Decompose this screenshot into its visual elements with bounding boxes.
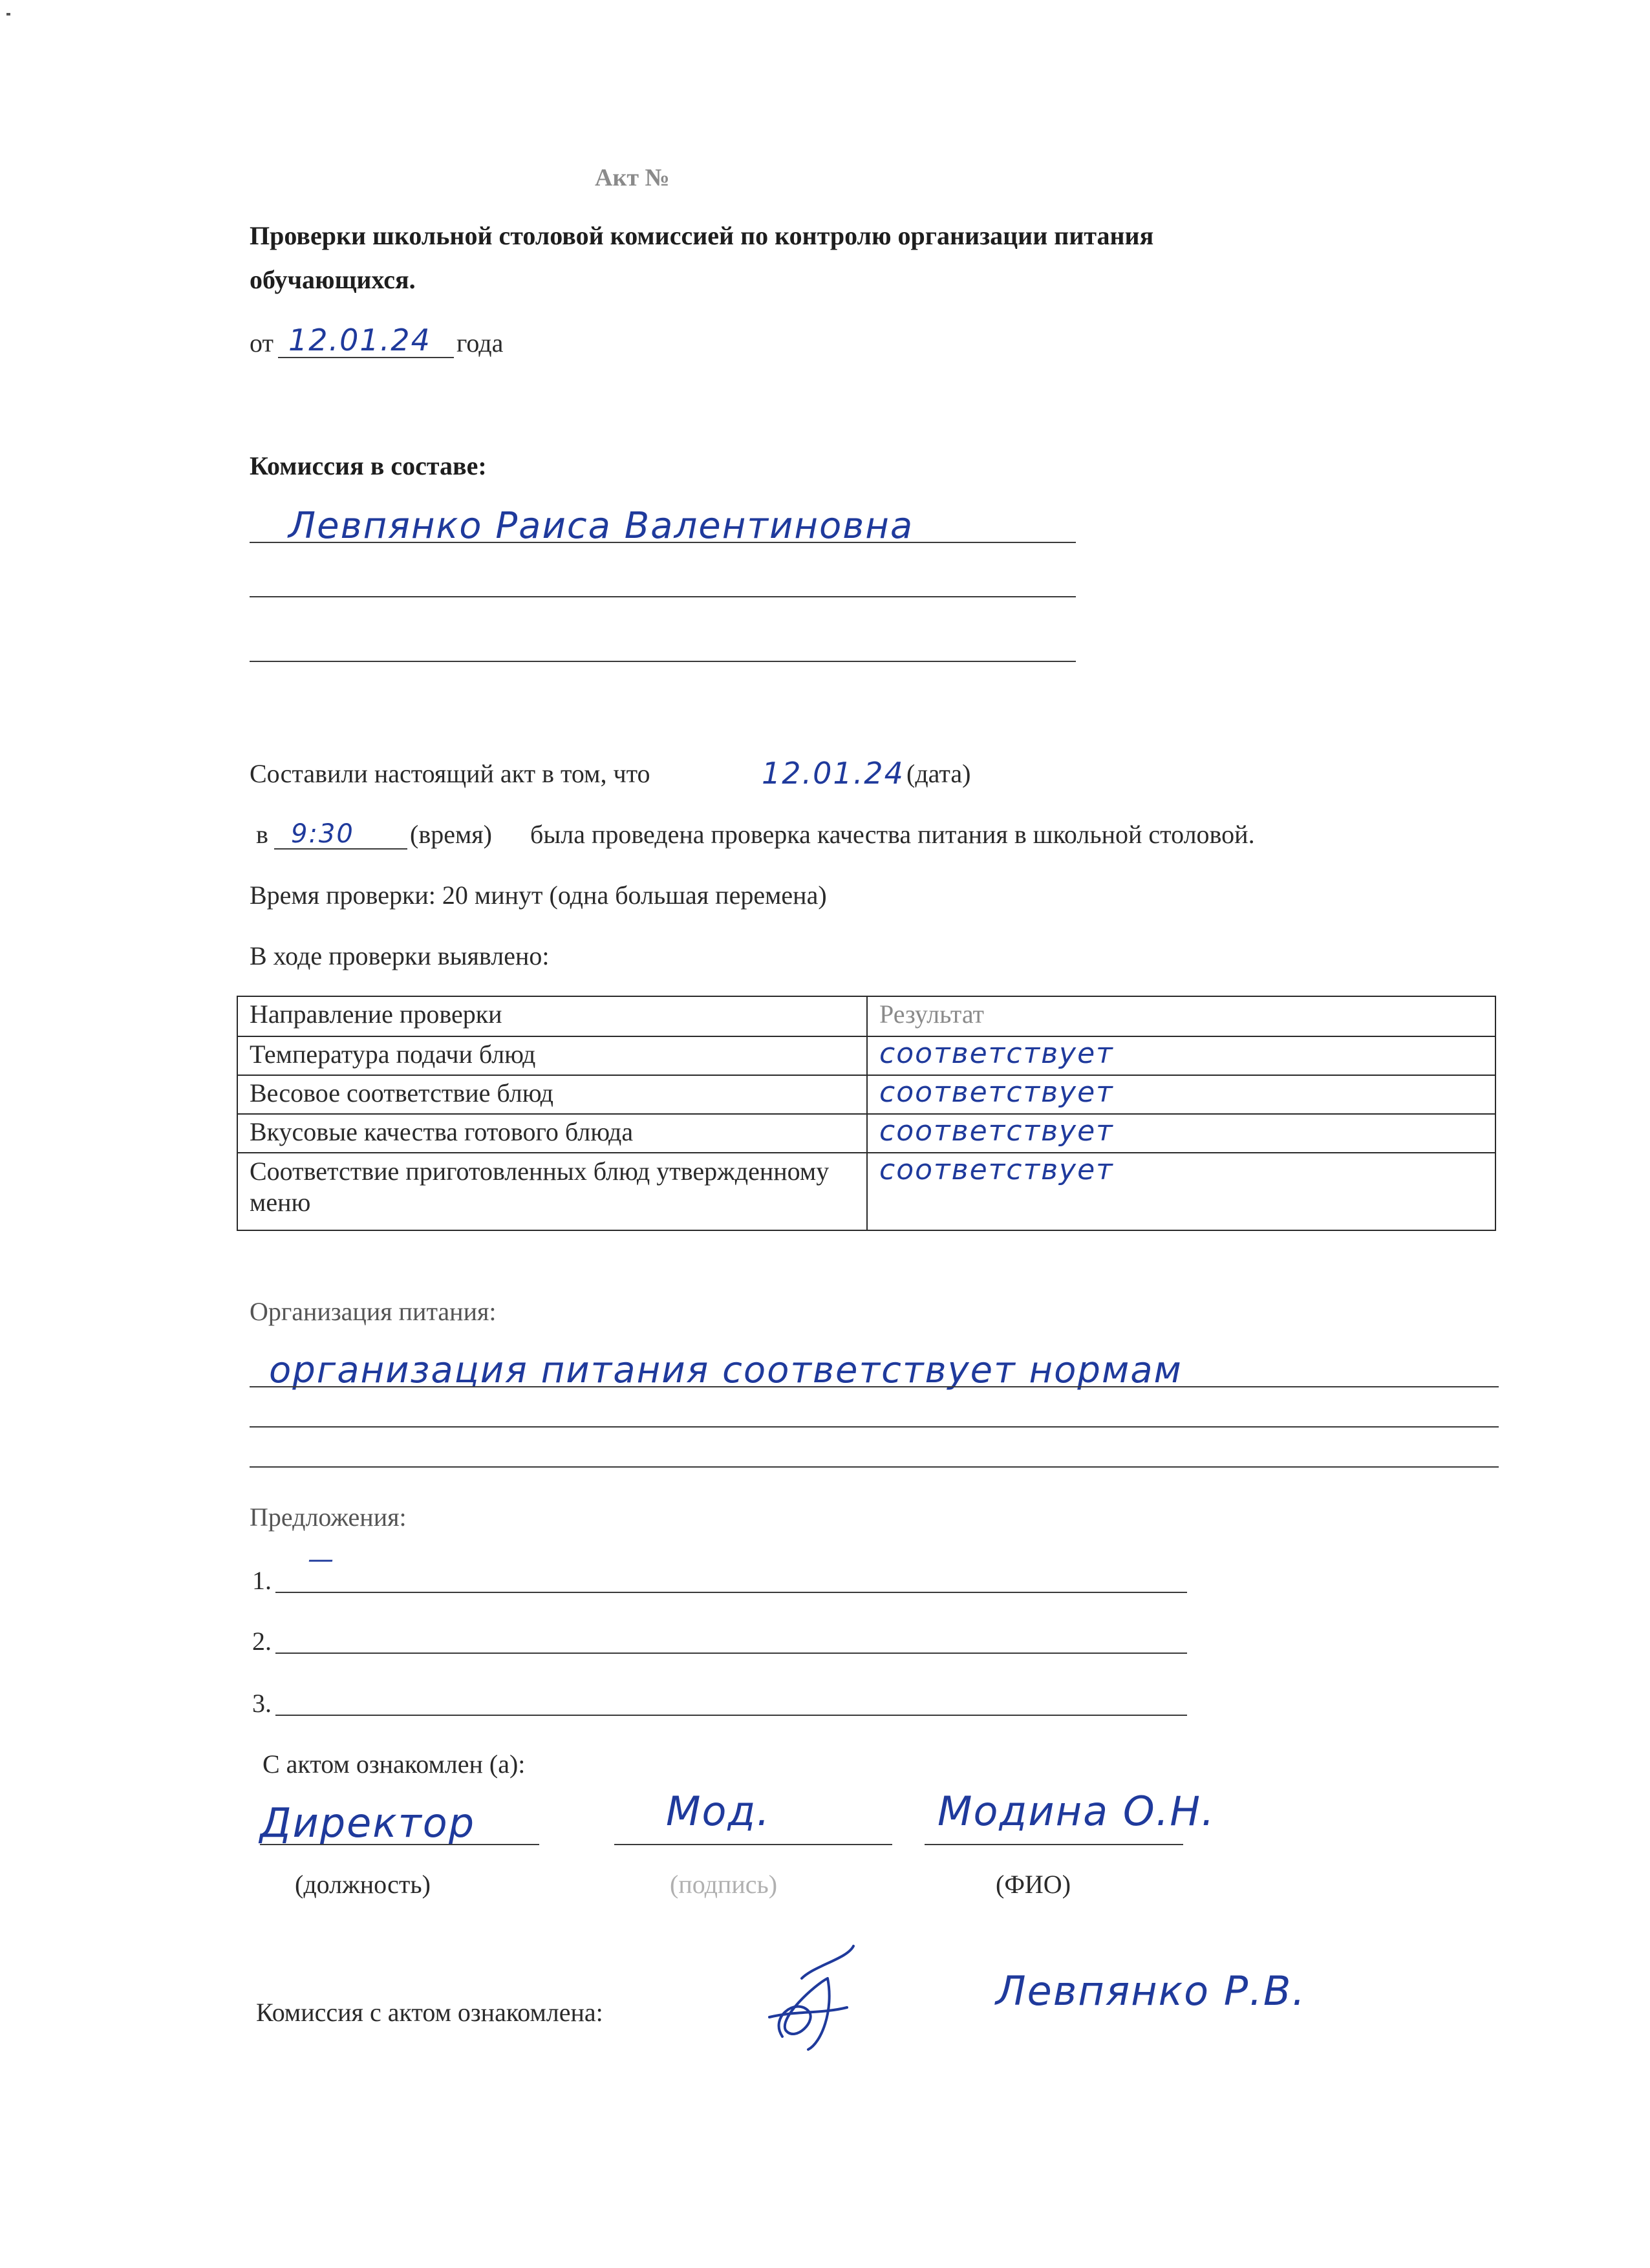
check-time: Время проверки: 20 минут (одна большая перемена) <box>250 881 827 910</box>
commission-signature-graphic <box>756 1940 873 2062</box>
table-header-result: Результат <box>879 1000 985 1029</box>
proposal-number-3: 3. <box>252 1689 272 1718</box>
table-cell-result <box>868 1076 1495 1113</box>
found-label: В ходе проверки выявлено: <box>250 941 550 970</box>
statement-date-handwritten: 12.01.24 <box>762 756 905 791</box>
commission-ack-label: Комиссия с актом ознакомлена: <box>256 1998 603 2027</box>
commission-ack-name-handwritten: Левпянко Р.В. <box>996 1967 1307 2015</box>
table-row <box>238 1036 1495 1075</box>
table-cell-direction: Соответствие приготовленных блюд утвержденному меню <box>238 1153 868 1231</box>
name-line <box>925 1844 1183 1845</box>
acquainted-signature-handwritten: Мод. <box>666 1788 771 1835</box>
table-cell-result <box>868 1153 1495 1231</box>
statement-prefix: Составили настоящий акт в том, что <box>250 759 650 788</box>
organization-label: Организация питания: <box>250 1297 497 1326</box>
date-suffix: года <box>456 328 504 358</box>
table-row <box>238 1113 1495 1152</box>
table-cell-result <box>868 1115 1495 1152</box>
table-row <box>238 1152 1495 1231</box>
proposal-line-2 <box>275 1653 1187 1654</box>
commission-line-2 <box>250 596 1076 597</box>
table-cell-direction: Вкусовые качества готового блюда <box>238 1115 868 1152</box>
result-handwritten: соответствует <box>879 1076 1114 1109</box>
caption-name: (ФИО) <box>996 1870 1071 1899</box>
result-handwritten: соответствует <box>879 1153 1114 1186</box>
statement-date-hint: (дата) <box>906 759 971 788</box>
statement-time-handwritten: 9:30 <box>291 819 354 849</box>
acquainted-name-handwritten: Модина О.Н. <box>938 1788 1216 1835</box>
table-header-row <box>238 997 1495 1036</box>
proposal-number-2: 2. <box>252 1627 272 1656</box>
caption-signature: (подпись) <box>670 1870 778 1899</box>
inspection-table <box>237 996 1496 1231</box>
organization-line-1 <box>250 1386 1499 1387</box>
position-line <box>260 1844 539 1845</box>
act-title: Акт № <box>595 164 670 191</box>
proposal-line-1 <box>275 1592 1187 1593</box>
organization-line-3 <box>250 1466 1499 1468</box>
commission-line-3 <box>250 661 1076 662</box>
table-cell-direction: Весовое соответствие блюд <box>238 1076 868 1113</box>
statement-time-hint: (время) <box>410 820 492 849</box>
act-subtitle-line2: обучающихся. <box>250 265 416 294</box>
organization-line-2 <box>250 1426 1499 1428</box>
table-cell-result <box>868 1037 1495 1075</box>
signature-line <box>614 1844 892 1845</box>
table-cell-direction: Температура подачи блюд <box>238 1037 868 1075</box>
statement-time-suffix: была проведена проверка качества питания в школьной столовой. <box>530 820 1255 849</box>
proposal-dash-handwritten: — <box>308 1545 335 1574</box>
organization-handwritten: организация питания соответствует нормам <box>269 1349 1183 1391</box>
acquainted-label: С актом ознакомлен (а): <box>262 1749 526 1779</box>
table-row <box>238 1075 1495 1113</box>
date-handwritten: 12.01.24 <box>288 323 431 358</box>
acquainted-position-handwritten: Директор <box>260 1799 476 1846</box>
statement-time-prefix: в <box>256 820 268 849</box>
result-handwritten: соответствует <box>879 1115 1114 1148</box>
commission-line-1 <box>250 542 1076 543</box>
table-header-direction: Направление проверки <box>238 997 868 1036</box>
act-subtitle-line1: Проверки школьной столовой комиссией по контролю организации питания <box>250 221 1154 250</box>
scan-mark <box>6 13 10 16</box>
proposal-number-1: 1. <box>252 1566 272 1595</box>
date-prefix: от <box>250 328 273 358</box>
proposals-label: Предложения: <box>250 1503 407 1532</box>
commission-label: Комиссия в составе: <box>250 451 487 480</box>
result-handwritten: соответствует <box>879 1037 1114 1070</box>
proposal-line-3 <box>275 1715 1187 1716</box>
commission-member-1: Левпянко Раиса Валентиновна <box>288 505 914 547</box>
caption-position: (должность) <box>295 1870 431 1899</box>
